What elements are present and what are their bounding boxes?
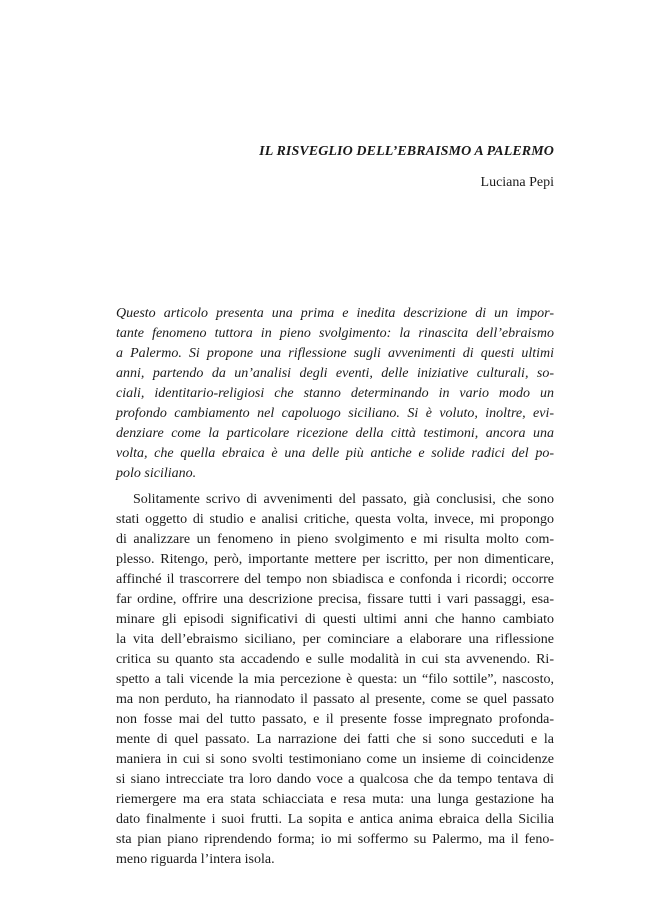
abstract-line: tante fenomeno tuttora in pieno svolgimento: la rinascita dell’ebraismo (116, 326, 554, 341)
abstract-line: Questo articolo presenta una prima e inedita descrizione di un impor- (116, 306, 554, 321)
body-line: la vita dell’ebraismo siciliano, per cominciare a elaborare una riflessione (116, 632, 554, 647)
body-line: mente di quel passato. La narrazione dei fatti che si sono succeduti e la (116, 732, 554, 747)
body-line: sta pian piano riprendendo forma; io mi soffermo su Palermo, ma il feno- (116, 832, 554, 847)
abstract-line: denziare come la particolare ricezione della città testimoni, ancora una (116, 426, 554, 441)
body-line: affinché il trascorrere del tempo non sbiadisca e confonda i ricordi; occorre (116, 572, 554, 587)
body-line: si siano intrecciate tra loro dando voce a qualcosa che da tempo tentava di (116, 772, 554, 787)
body-line: plesso. Ritengo, però, importante mettere per iscritto, per non dimenticare, (116, 552, 554, 567)
body-line: Solitamente scrivo di avvenimenti del passato, già conclusisi, che sono (133, 492, 554, 507)
body-line: dato finalmente i suoi frutti. La sopita e antica anima ebraica della Sicilia (116, 812, 554, 827)
abstract-line: anni, partendo da un’analisi degli eventi, delle iniziative culturali, so- (116, 366, 554, 381)
abstract-line: polo siciliano. (116, 466, 197, 481)
abstract-line: ciali, identitario-religiosi che stanno determinando in vario modo un (116, 386, 554, 401)
body-line: maniera in cui si sono svolti testimoniano come un insieme di coincidenze (116, 752, 554, 767)
body-line: non fosse mai del tutto passato, e il presente fosse impregnato profonda- (116, 712, 554, 727)
article-title: IL RISVEGLIO DELL’EBRAISMO A PALERMO (259, 144, 554, 159)
body-line: di analizzare un fenomeno in pieno svolgimento e mi risulta molto com- (116, 532, 554, 547)
body-line: spetto a tali vicende la mia percezione è questa: un “filo sottile”, nascosto, (116, 672, 554, 687)
body-line: meno riguarda l’intera isola. (116, 852, 275, 867)
body-line: stati oggetto di studio e analisi critiche, questa volta, invece, mi propongo (116, 512, 554, 527)
abstract-line: profondo cambiamento nel capoluogo siciliano. Si è voluto, inoltre, evi- (116, 406, 554, 421)
author-name: Luciana Pepi (480, 175, 554, 190)
body-line: riemergere ma era stata schiacciata e resa muta: una lunga gestazione ha (116, 792, 554, 807)
body-line: critica su quanto sta accadendo e sulle modalità in cui sta avvenendo. Ri- (116, 652, 554, 667)
body-line: minare gli episodi significativi di questi ultimi anni che hanno cambiato (116, 612, 554, 627)
body-line: ma non perduto, ha riannodato il passato al presente, come se quel passato (116, 692, 554, 707)
body-line: far ordine, offrire una descrizione precisa, fissare tutti i vari passaggi, esa- (116, 592, 554, 607)
abstract-line: a Palermo. Si propone una riflessione sugli avvenimenti di questi ultimi (116, 346, 554, 361)
abstract-line: volta, che quella ebraica è una delle più antiche e solide radici del po- (116, 446, 554, 461)
